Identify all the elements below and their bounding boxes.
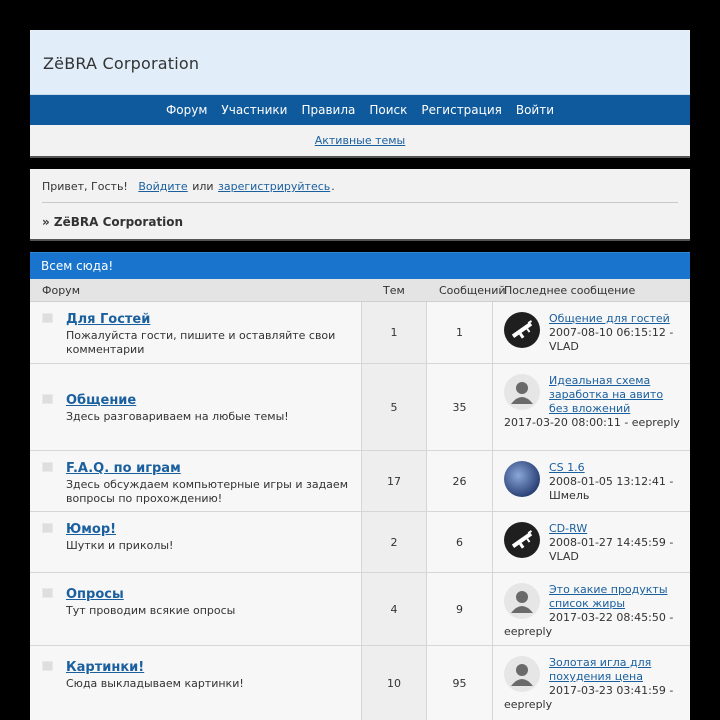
forum-description: Здесь разговариваем на любые темы!	[66, 410, 289, 423]
greeting-text: Привет, Гость!	[42, 180, 128, 193]
last-post-cell	[493, 512, 690, 572]
forum-title-link[interactable]: Картинки!	[66, 660, 145, 675]
col-topics: Тем	[383, 284, 405, 297]
last-post-meta: 2008-01-27 14:45:59 - VLAD	[549, 536, 674, 563]
topic-count: 10	[361, 646, 427, 720]
greeting-line	[30, 169, 690, 202]
forum-row	[30, 302, 690, 364]
forum-title-link[interactable]: Общение	[66, 393, 137, 408]
default-avatar-icon[interactable]	[504, 656, 540, 692]
post-count: 1	[427, 302, 493, 363]
forum-row	[30, 646, 690, 720]
topic-count: 2	[361, 512, 427, 572]
last-post-link[interactable]: Это какие продукты список жиры	[549, 583, 668, 610]
main-nav	[30, 95, 690, 125]
forum-row	[30, 573, 690, 646]
last-post-cell	[493, 364, 690, 450]
site-title-bar	[30, 30, 690, 95]
forum-title-link[interactable]: F.A.Q. по играм	[66, 461, 181, 476]
forum-description: Сюда выкладываем картинки!	[66, 677, 244, 690]
rifle-avatar-icon[interactable]	[504, 522, 540, 558]
last-post-meta: 2017-03-20 08:00:11 - eepreply	[504, 416, 680, 429]
forum-row	[30, 364, 690, 451]
nav-register[interactable]: Регистрация	[421, 103, 502, 117]
forum-status-icon	[42, 588, 53, 598]
greeting-block	[30, 169, 690, 241]
category-title: Всем сюда!	[30, 252, 690, 279]
forum-status-icon	[42, 313, 53, 323]
last-post-cell	[493, 573, 690, 645]
last-post-link[interactable]: Идеальная схема заработка на авито без вложений	[549, 374, 664, 415]
last-post-meta: 2008-01-05 13:12:41 - Шмель	[549, 475, 674, 502]
topic-count: 5	[361, 364, 427, 450]
last-post-link[interactable]: CS 1.6	[549, 461, 585, 474]
forum-title-link[interactable]: Для Гостей	[66, 312, 151, 327]
post-count: 6	[427, 512, 493, 572]
rifle-avatar-icon[interactable]	[504, 312, 540, 348]
forum-title-link[interactable]: Юмор!	[66, 522, 117, 537]
column-header	[30, 279, 690, 302]
topic-count: 17	[361, 451, 427, 511]
nav-search[interactable]: Поиск	[369, 103, 408, 117]
forum-row	[30, 451, 690, 512]
col-posts: Сообщений	[439, 284, 506, 297]
forum-status-icon	[42, 394, 53, 404]
forum-description: Пожалуйста гости, пишите и оставляйте свои комментарии	[66, 329, 336, 356]
site-title[interactable]: ZëBRA Corporation	[43, 54, 200, 73]
default-avatar-icon[interactable]	[504, 583, 540, 619]
nav-rules[interactable]: Правила	[301, 103, 356, 117]
topic-count: 1	[361, 302, 427, 363]
forum-description: Шутки и приколы!	[66, 539, 174, 552]
forum-status-icon	[42, 661, 53, 671]
last-post-link[interactable]: Золотая игла для похудения цена	[549, 656, 652, 683]
login-link[interactable]: Войдите	[138, 180, 188, 193]
last-post-meta: 2017-03-22 08:45:50 - eepreply	[504, 611, 674, 638]
register-link[interactable]: зарегистрируйтесь	[218, 180, 331, 193]
last-post-cell	[493, 302, 690, 363]
post-count: 26	[427, 451, 493, 511]
last-post-link[interactable]: CD-RW	[549, 522, 588, 535]
default-avatar-icon[interactable]	[504, 374, 540, 410]
forum-description: Здесь обсуждаем компьютерные игры и задаем вопросы по прохождению!	[66, 478, 348, 505]
nav-forum[interactable]: Форум	[165, 103, 208, 117]
photo-avatar-icon[interactable]	[504, 461, 540, 497]
col-last-post: Последнее сообщение	[504, 284, 636, 297]
nav-login[interactable]: Войти	[515, 103, 555, 117]
breadcrumb: » ZëBRA Corporation	[42, 215, 184, 229]
last-post-meta: 2007-08-10 06:15:12 - VLAD	[549, 326, 674, 353]
post-count: 9	[427, 573, 493, 645]
header-block	[30, 30, 690, 158]
post-count: 35	[427, 364, 493, 450]
forum-block	[30, 252, 690, 720]
topic-count: 4	[361, 573, 427, 645]
forum-status-icon	[42, 462, 53, 472]
greeting-suffix: .	[331, 180, 335, 193]
last-post-cell	[493, 646, 690, 720]
nav-members[interactable]: Участники	[221, 103, 288, 117]
col-forum: Форум	[42, 284, 80, 297]
last-post-cell	[493, 451, 690, 511]
forum-status-icon	[42, 523, 53, 533]
forum-row	[30, 512, 690, 573]
post-count: 95	[427, 646, 493, 720]
active-topics-link[interactable]: Активные темы	[314, 134, 406, 147]
greeting-or: или	[192, 180, 214, 193]
forum-title-link[interactable]: Опросы	[66, 587, 124, 602]
last-post-link[interactable]: Общение для гостей	[549, 312, 670, 325]
forum-description: Тут проводим всякие опросы	[66, 604, 236, 617]
last-post-meta: 2017-03-23 03:41:59 - eepreply	[504, 684, 674, 711]
sub-nav	[30, 125, 690, 156]
